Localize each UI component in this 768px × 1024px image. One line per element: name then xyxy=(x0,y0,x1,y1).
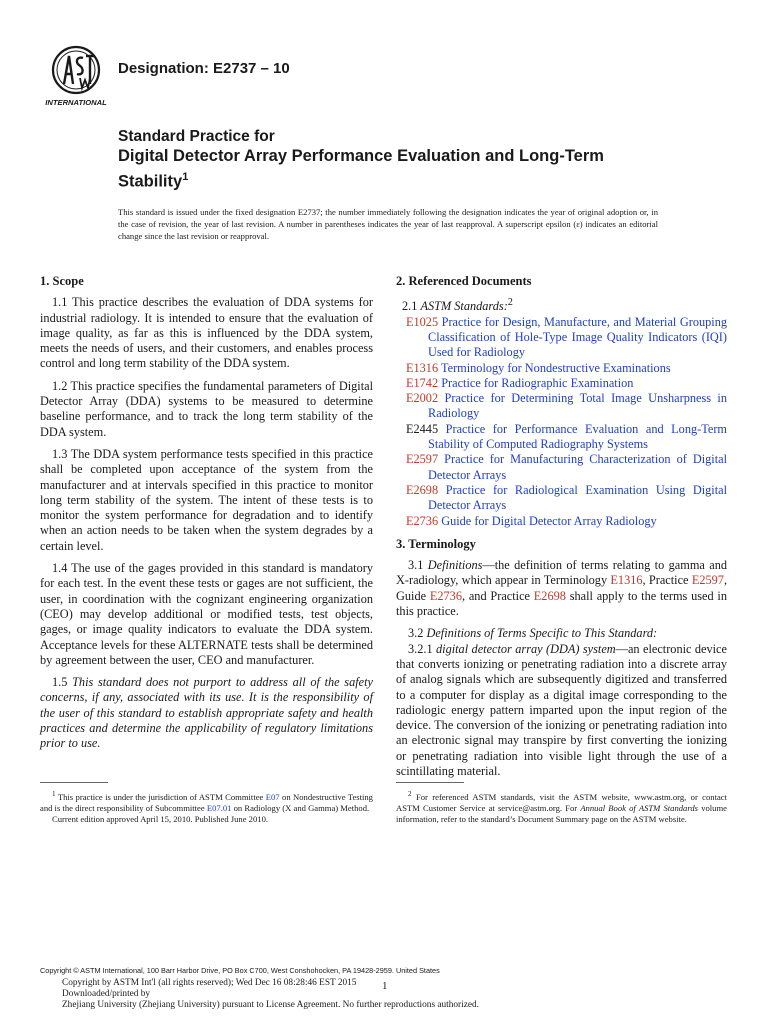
reference-item xyxy=(396,315,727,361)
reference-code-link[interactable]: E2597 xyxy=(406,452,439,467)
section-heading-scope: 1. Scope xyxy=(40,274,84,288)
link-e07[interactable]: E07 xyxy=(265,791,280,802)
link-e2698[interactable]: E2698 xyxy=(533,588,566,603)
designation: Designation: E2737 – 10 xyxy=(118,60,290,77)
reference-code-link[interactable]: E1316 xyxy=(406,360,439,375)
reference-title-link[interactable]: Practice for Radiographic Examination xyxy=(441,375,634,390)
section-heading-references: 2. Referenced Documents xyxy=(396,274,532,288)
download-line-1: Copyright by ASTM Int'l (all rights reserved); Wed Dec 16 08:28:46 EST 2015 xyxy=(62,978,357,988)
scope-para-5: 1.5 This standard does not purport to address all of the safety concerns, if any, associated with its use. It is the responsibility of the user of this standard to establish appropriate safety and health practices and determine the applicability of regulatory limitations prior to use. xyxy=(40,675,373,751)
scope-para-3: 1.3 The DDA system performance tests specified in this practice shall be completed upon acceptance of the system from the manufacturer and at intervals specified in this practice to monitor long term stability of the system. The intent of these tests is to monitor the system performance for degradation and to identify when an action needs to be taken when the system degrades by a certain level. xyxy=(40,446,373,553)
scope-para-2: 1.2 This practice specifies the fundamental parameters of Digital Detector Array (DDA) systems to be measured to determine baseline performance, and to track the long term stability of the DDA system. xyxy=(40,378,373,439)
download-line-3: Zhejiang University (Zhejiang University) pursuant to License Agreement. No further reproductions authorized. xyxy=(62,1000,479,1011)
logo-subtext: INTERNATIONAL xyxy=(45,98,107,107)
reference-code-link[interactable]: E2445 xyxy=(406,421,439,436)
terminology-para-2: 3.2 Definitions of Terms Specific to This Standard: xyxy=(408,626,658,641)
astm-standards-subheading: 2.1 ASTM Standards:$^2$ xyxy=(402,297,513,314)
footnote-rule-right xyxy=(396,782,464,783)
reference-list xyxy=(396,315,727,529)
footnote-edition: Current edition approved April 15, 2010. Published June 2010. xyxy=(52,813,269,824)
reference-title-link[interactable]: Practice for Design, Manufacture, and Material Grouping Classification of Hole-Type Image Quality Indicators (IQI) Used for Radiology xyxy=(428,314,727,360)
astm-logo xyxy=(42,44,110,108)
link-e07-01[interactable]: E07.01 xyxy=(206,802,232,813)
reference-item xyxy=(396,514,727,529)
left-column xyxy=(40,274,373,759)
page-number: 1 xyxy=(382,980,388,992)
scope-para-1: 1.1 This practice describes the evaluation of DDA systems for industrial radiology. It is intended to ensure that the evaluation of image quality, as far as this is influenced by the DDA system, meets the needs of users, and their customers, and enables process control and long term stability of the DDA system. xyxy=(40,295,373,371)
section-heading-terminology: 3. Terminology xyxy=(396,536,476,551)
footnote-1: $^1$ This practice is under the jurisdiction of ASTM Committee E07 on Nondestructive Testing and is the direct responsibility of Subcommittee E07.01 on Radiology (X and Gamma) Method. Current edition approved April 15, 2010. Published June 2010. xyxy=(40,790,373,824)
reference-code-link[interactable]: E1025 xyxy=(406,314,439,329)
reference-item xyxy=(396,422,727,453)
download-line-2: Downloaded/printed by xyxy=(62,989,151,1000)
reference-code-link[interactable]: E2002 xyxy=(406,391,439,406)
terminology-para-3: 3.2.1 digital detector array (DDA) system—an electronic device that converts ionizing or penetrating radiation into a discrete array of analog signals which are subsequently digitized and transferred to a computer for display as a digital image corresponding to the radiologic energy pattern imparted upon the input region of the device. The conversion of the ionizing or penetrating radiation into an electronic signal may transpire by first converting the ionizing or penetrating radiation into visible light through the use of a scintillating material. xyxy=(396,641,727,778)
reference-code-link[interactable]: E1742 xyxy=(406,375,439,390)
reference-title-link[interactable]: Terminology for Nondestructive Examinations xyxy=(440,360,671,375)
right-column xyxy=(396,274,727,786)
reference-title-link[interactable]: Practice for Performance Evaluation and Long-Term Stability of Computed Radiography Systems xyxy=(428,421,727,452)
reference-code-link[interactable]: E2698 xyxy=(406,482,439,497)
footnote-rule-left xyxy=(40,782,108,783)
title-footnote-mark: 1 xyxy=(182,171,189,183)
title-block xyxy=(118,127,678,193)
reference-item xyxy=(396,391,727,422)
reference-title-link[interactable]: Practice for Determining Total Image Unsharpness in Radiology xyxy=(428,391,727,421)
link-e2597[interactable]: E2597 xyxy=(691,573,724,588)
terminology-para-1: 3.1 Definitions—the definition of terms relating to gamma and X-radiology, which appear in Terminology E1316, Practice E2597, Guide E2736, and Practice E2698 shall apply to the terms used in this practice. xyxy=(396,558,728,619)
title-kind: Standard Practice for xyxy=(118,128,275,145)
designation-notice: This standard is issued under the fixed designation E2737; the number immediately following the designation indicates the year of original adoption or, in the case of revision, the year of last revision. A number in parentheses indicates the year of last reapproval. A superscript epsilon (ε) indicates an editorial change since the last revision or reapproval. xyxy=(118,207,658,241)
link-e1316[interactable]: E1316 xyxy=(610,573,643,588)
reference-title-link[interactable]: Guide for Digital Detector Array Radiology xyxy=(441,513,657,528)
scope-para-4: 1.4 The use of the gages provided in this standard is mandatory for each test. In the event these tests or gages are not sufficient, the user, in coordination with the cognizant engineering organization (CEO) may develop additional or modified tests, test objects, gages, or image quality indicators to evaluate the DDA system. Acceptance levels for these ALTERNATE tests shall be determined by agreement between the user, CEO and manufacturer. xyxy=(40,561,373,667)
footnote-2: $^2$ For referenced ASTM standards, visit the ASTM website, www.astm.org, or contact ASTM Customer Service at service@astm.org. For Annual Book of ASTM Standards volume information, refer to the standard’s Document Summary page on the ASTM website. xyxy=(396,790,727,824)
reference-item xyxy=(396,483,727,514)
reference-item xyxy=(396,361,727,376)
reference-title-link[interactable]: Practice for Manufacturing Characterization of Digital Detector Arrays xyxy=(428,452,728,482)
download-notice xyxy=(62,978,582,1012)
reference-code-link[interactable]: E2736 xyxy=(406,513,439,528)
link-e2736[interactable]: E2736 xyxy=(429,588,462,603)
reference-item xyxy=(396,452,727,483)
reference-title-link[interactable]: Practice for Radiological Examination Using Digital Detector Arrays xyxy=(428,482,727,513)
copyright-line: Copyright © ASTM International, 100 Barr Harbor Drive, PO Box C700, West Conshohocken, PA 19428-2959. United States xyxy=(40,966,440,975)
reference-item xyxy=(396,376,727,391)
page-title: Digital Detector Array Performance Evaluation and Long-Term Stability$^1$ xyxy=(118,147,604,191)
